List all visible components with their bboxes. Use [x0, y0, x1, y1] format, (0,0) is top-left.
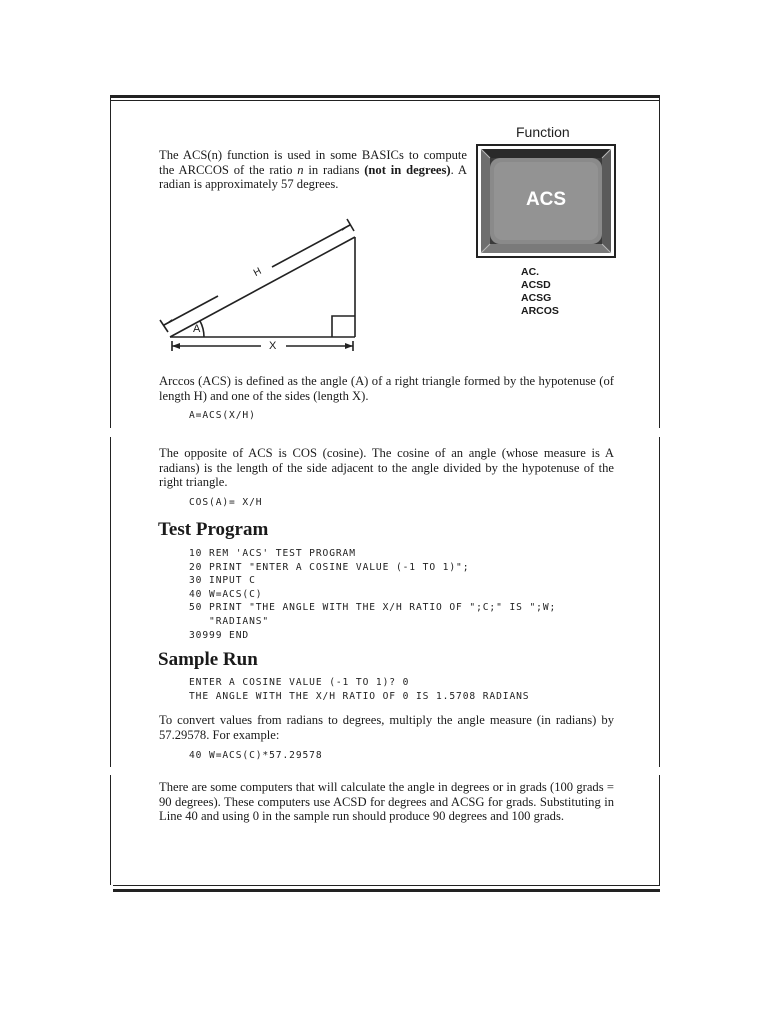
convert-code: 40 W=ACS(C)*57.29578	[189, 750, 323, 761]
test-program-listing	[189, 547, 556, 642]
definition-code: A=ACS(X/H)	[189, 410, 256, 421]
bottom-rule-thick	[113, 889, 660, 892]
intro-text-before: The ACS(n) function is used in some BASICs to compute the ARCCOS of the ratio	[159, 148, 467, 177]
right-triangle-graphic	[158, 218, 368, 358]
opposite-code: COS(A)= X/H	[189, 497, 263, 508]
definition-paragraph: Arccos (ACS) is defined as the angle (A) of a right triangle formed by the hypotenuse (of length H) and one of the sides (length X).	[159, 374, 614, 403]
code-line: 30 INPUT C	[189, 575, 256, 587]
function-label: Function	[516, 124, 570, 140]
output-line: ENTER A COSINE VALUE (-1 TO 1)? 0	[189, 677, 410, 688]
intro-emphasis: (not in degrees)	[364, 162, 451, 177]
function-screen	[476, 144, 616, 258]
diagram-label-h: H	[251, 265, 264, 280]
intro-text-after: . A radian is approximately 57 degrees.	[159, 162, 468, 192]
alternate-names-list	[521, 266, 559, 318]
alternate-name: ARCOS	[521, 305, 559, 317]
code-line: 30999 END	[189, 629, 250, 641]
opposite-paragraph: The opposite of ACS is COS (cosine). The cosine of an angle (whose measure is A radians) is the length of the side adjacent to the angle divided by the hypotenuse of the right triangle.	[159, 446, 614, 490]
intro-variable: n	[297, 162, 304, 177]
code-line: 20 PRINT "ENTER A COSINE VALUE (-1 TO 1)";	[189, 561, 470, 573]
left-border-lower	[110, 775, 111, 885]
output-line: THE ANGLE WITH THE X/H RATIO OF 0 IS 1.5708 RADIANS	[189, 690, 530, 702]
code-line: 40 W=ACS(C)	[189, 588, 263, 600]
intro-text-middle: in radians	[303, 162, 365, 177]
triangle-diagram	[158, 218, 368, 358]
alternate-name: ACSD	[521, 279, 551, 291]
top-rule-thick	[110, 95, 660, 98]
code-line: 50 PRINT "THE ANGLE WITH THE X/H RATIO OF ";C;" IS ";W;	[189, 602, 557, 614]
diagram-label-a: A	[193, 323, 201, 335]
right-border-mid	[659, 437, 660, 767]
right-border-lower	[659, 775, 660, 885]
alternate-name: AC.	[521, 266, 540, 278]
sample-run-heading: Sample Run	[158, 649, 258, 670]
top-rule-thin	[110, 100, 660, 101]
diagram-label-x: X	[269, 340, 277, 352]
code-line: 10 REM 'ACS' TEST PROGRAM	[189, 548, 356, 559]
convert-paragraph: To convert values from radians to degrees, multiply the angle measure (in radians) by 57.29578. For example:	[159, 713, 614, 742]
left-border-mid	[110, 437, 111, 767]
sample-run-output	[189, 676, 529, 703]
closing-paragraph: There are some computers that will calculate the angle in degrees or in grads (100 grads = 90 degrees). These computers use ACSD for degrees and ACSG for grads. Substituting in Line 40 and using 0 in the sample run should produce 90 degrees and 100 grads.	[159, 780, 614, 824]
alternate-name: ACSG	[521, 292, 552, 304]
intro-paragraph	[159, 148, 467, 192]
code-line: "RADIANS"	[189, 615, 270, 627]
left-border-upper	[110, 98, 111, 428]
bottom-rule-thin	[113, 885, 660, 886]
test-program-heading: Test Program	[158, 519, 269, 540]
right-border-upper	[659, 98, 660, 428]
screen-text: ACS	[525, 189, 567, 210]
